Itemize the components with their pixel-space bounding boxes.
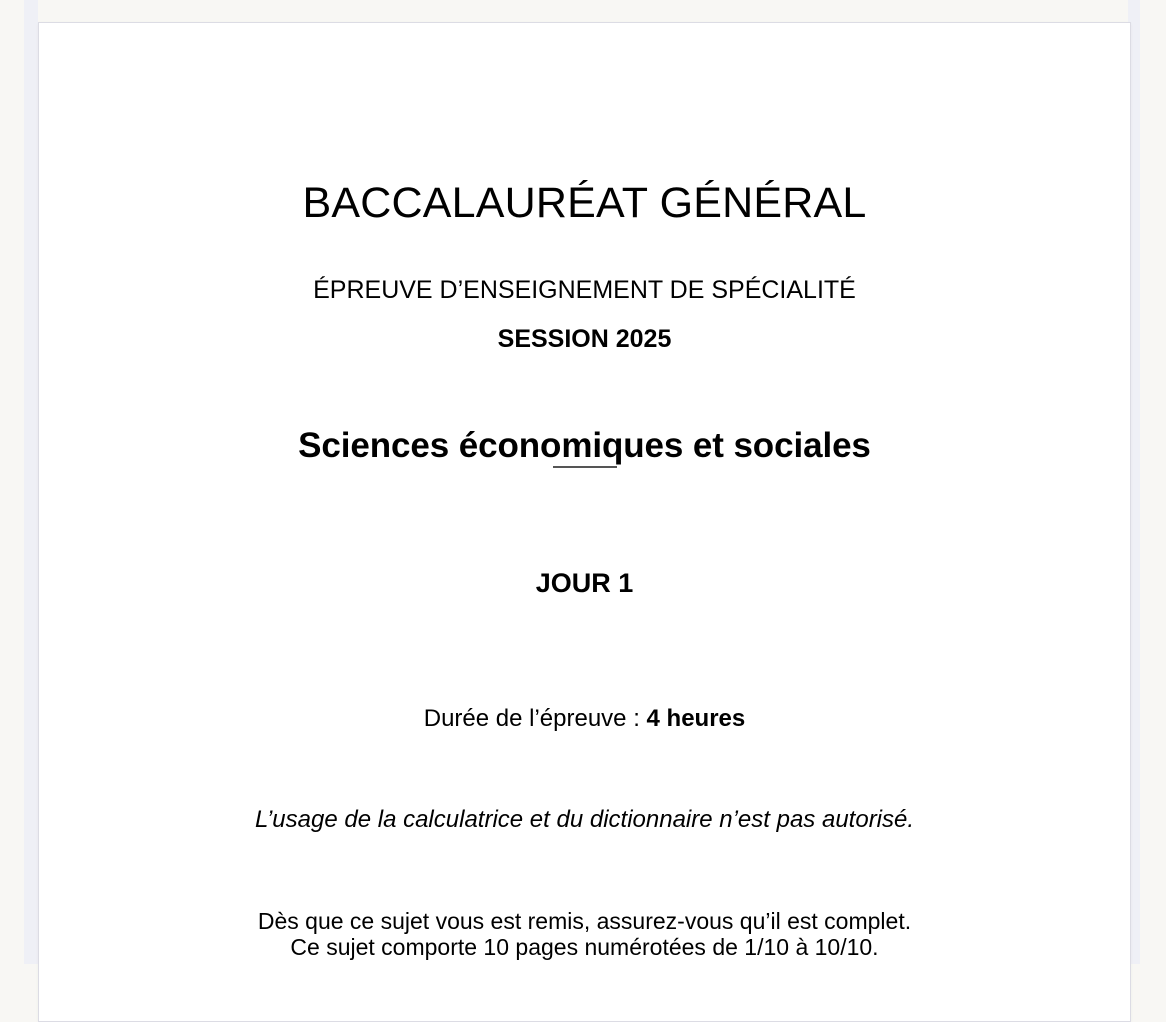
completeness-notice <box>39 908 1130 960</box>
exam-duration <box>39 705 1130 734</box>
exam-day-label: JOUR 1 <box>535 568 634 598</box>
exam-duration-label: Durée de l’épreuve : <box>423 705 647 732</box>
discipline-title: Sciences économiques et sociales <box>298 426 871 466</box>
document-page <box>38 22 1131 1022</box>
title-divider <box>553 466 617 468</box>
page-content <box>39 23 1130 1021</box>
session-label: SESSION 2025 <box>497 325 672 353</box>
page-title: BACCALAURÉAT GÉNÉRAL <box>302 178 867 227</box>
exam-kind-label: ÉPREUVE D’ENSEIGNEMENT DE SPÉCIALITÉ <box>313 276 856 304</box>
exam-duration-value: 4 heures <box>646 705 746 732</box>
page-gutter-left <box>24 0 38 964</box>
completeness-notice-line-2: Ce sujet comporte 10 pages numérotées de 1/10 à 10/10. <box>290 934 879 961</box>
completeness-notice-line-1: Dès que ce sujet vous est remis, assurez-vous qu’il est complet. <box>257 908 912 934</box>
materials-notice: L’usage de la calculatrice et du dictionnaire n’est pas autorisé. <box>254 806 915 833</box>
